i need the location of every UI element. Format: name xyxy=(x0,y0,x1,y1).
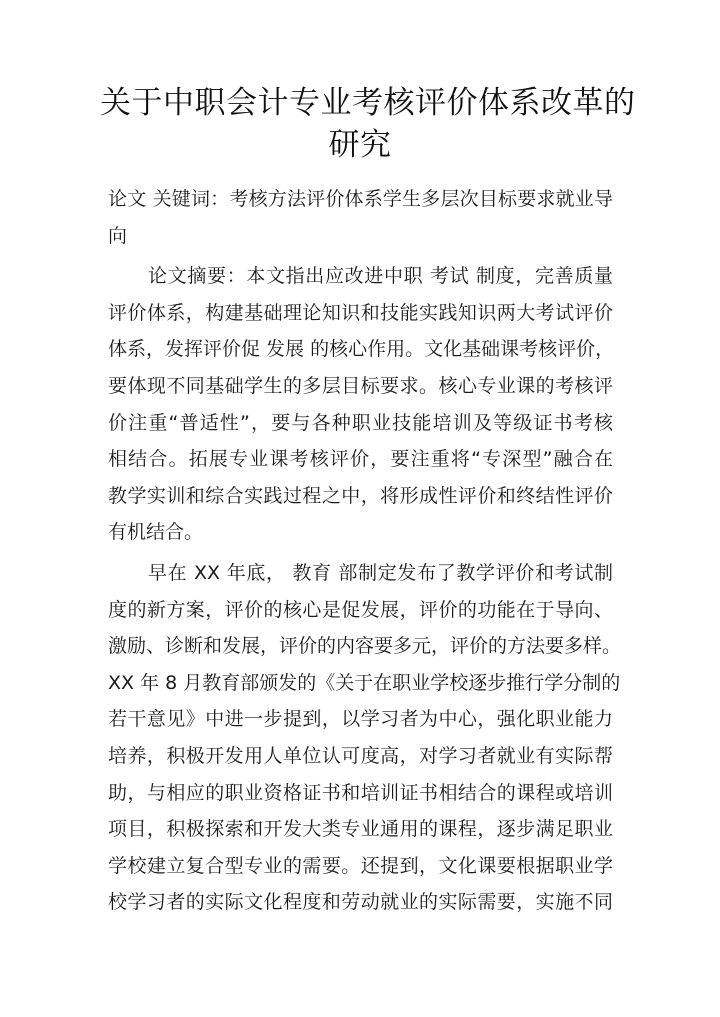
abstract-line: 要体现不同基础学生的多层目标要求。核心专业课的考核评 xyxy=(108,374,613,397)
body-line: XX 年 8 月教育部颁发的《关于在职业学校逐步推行学分制的 xyxy=(108,671,621,694)
body-line: 早在 XX 年底， 教育 部制定发布了教学评价和考试制 xyxy=(148,561,613,584)
abstract-line: 有机结合。 xyxy=(108,521,204,544)
abstract-paragraph xyxy=(108,258,613,551)
body-line: 若干意见》中进一步提到，以学习者为中心，强化职业能力 xyxy=(108,708,613,731)
abstract-line: 相结合。拓展专业课考核评价，要注重将“专深型”融合在 xyxy=(108,448,613,471)
abstract-line: 体系，发挥评价促 发展 的核心作用。文化基础课考核评价， xyxy=(108,338,615,361)
keywords-line: 论文 关键词：考核方法评价体系学生多层次目标要求就业导 xyxy=(108,188,613,210)
abstract-line: 评价体系，构建基础理论知识和技能实践知识两大考试评价 xyxy=(108,301,613,324)
document-body xyxy=(108,181,622,921)
body-line: 度的新方案，评价的核心是促发展，评价的功能在于导向、 xyxy=(108,598,613,621)
body-paragraph xyxy=(108,555,622,921)
abstract-line: 价注重“普适性”，要与各种职业技能培训及等级证书考核 xyxy=(108,411,613,434)
body-line: 激励、诊断和发展，评价的内容要多元，评价的方法要多样。 xyxy=(108,635,622,658)
body-line: 校学习者的实际文化程度和劳动就业的实际需要，实施不同 xyxy=(108,891,613,914)
keywords-line: 向 xyxy=(108,224,128,247)
body-line: 项目，积极探索和开发大类专业通用的课程，逐步满足职业 xyxy=(108,818,613,841)
abstract-line: 论文摘要：本文指出应改进中职 考试 制度，完善质量 xyxy=(148,265,613,288)
keywords-paragraph xyxy=(108,181,613,254)
body-line: 助，与相应的职业资格证书和培训证书相结合的课程或培训 xyxy=(108,781,613,804)
body-line: 学校建立复合型专业的需要。还提到，文化课要根据职业学 xyxy=(108,854,613,877)
document-title xyxy=(100,82,636,166)
title-line: 关于中职会计专业考核评价体系改革的 xyxy=(100,85,636,121)
title-line: 研究 xyxy=(328,127,392,163)
abstract-line: 教学实训和综合实践过程之中，将形成性评价和终结性评价 xyxy=(108,484,613,507)
body-line: 培养，积极开发用人单位认可度高，对学习者就业有实际帮 xyxy=(108,744,613,767)
